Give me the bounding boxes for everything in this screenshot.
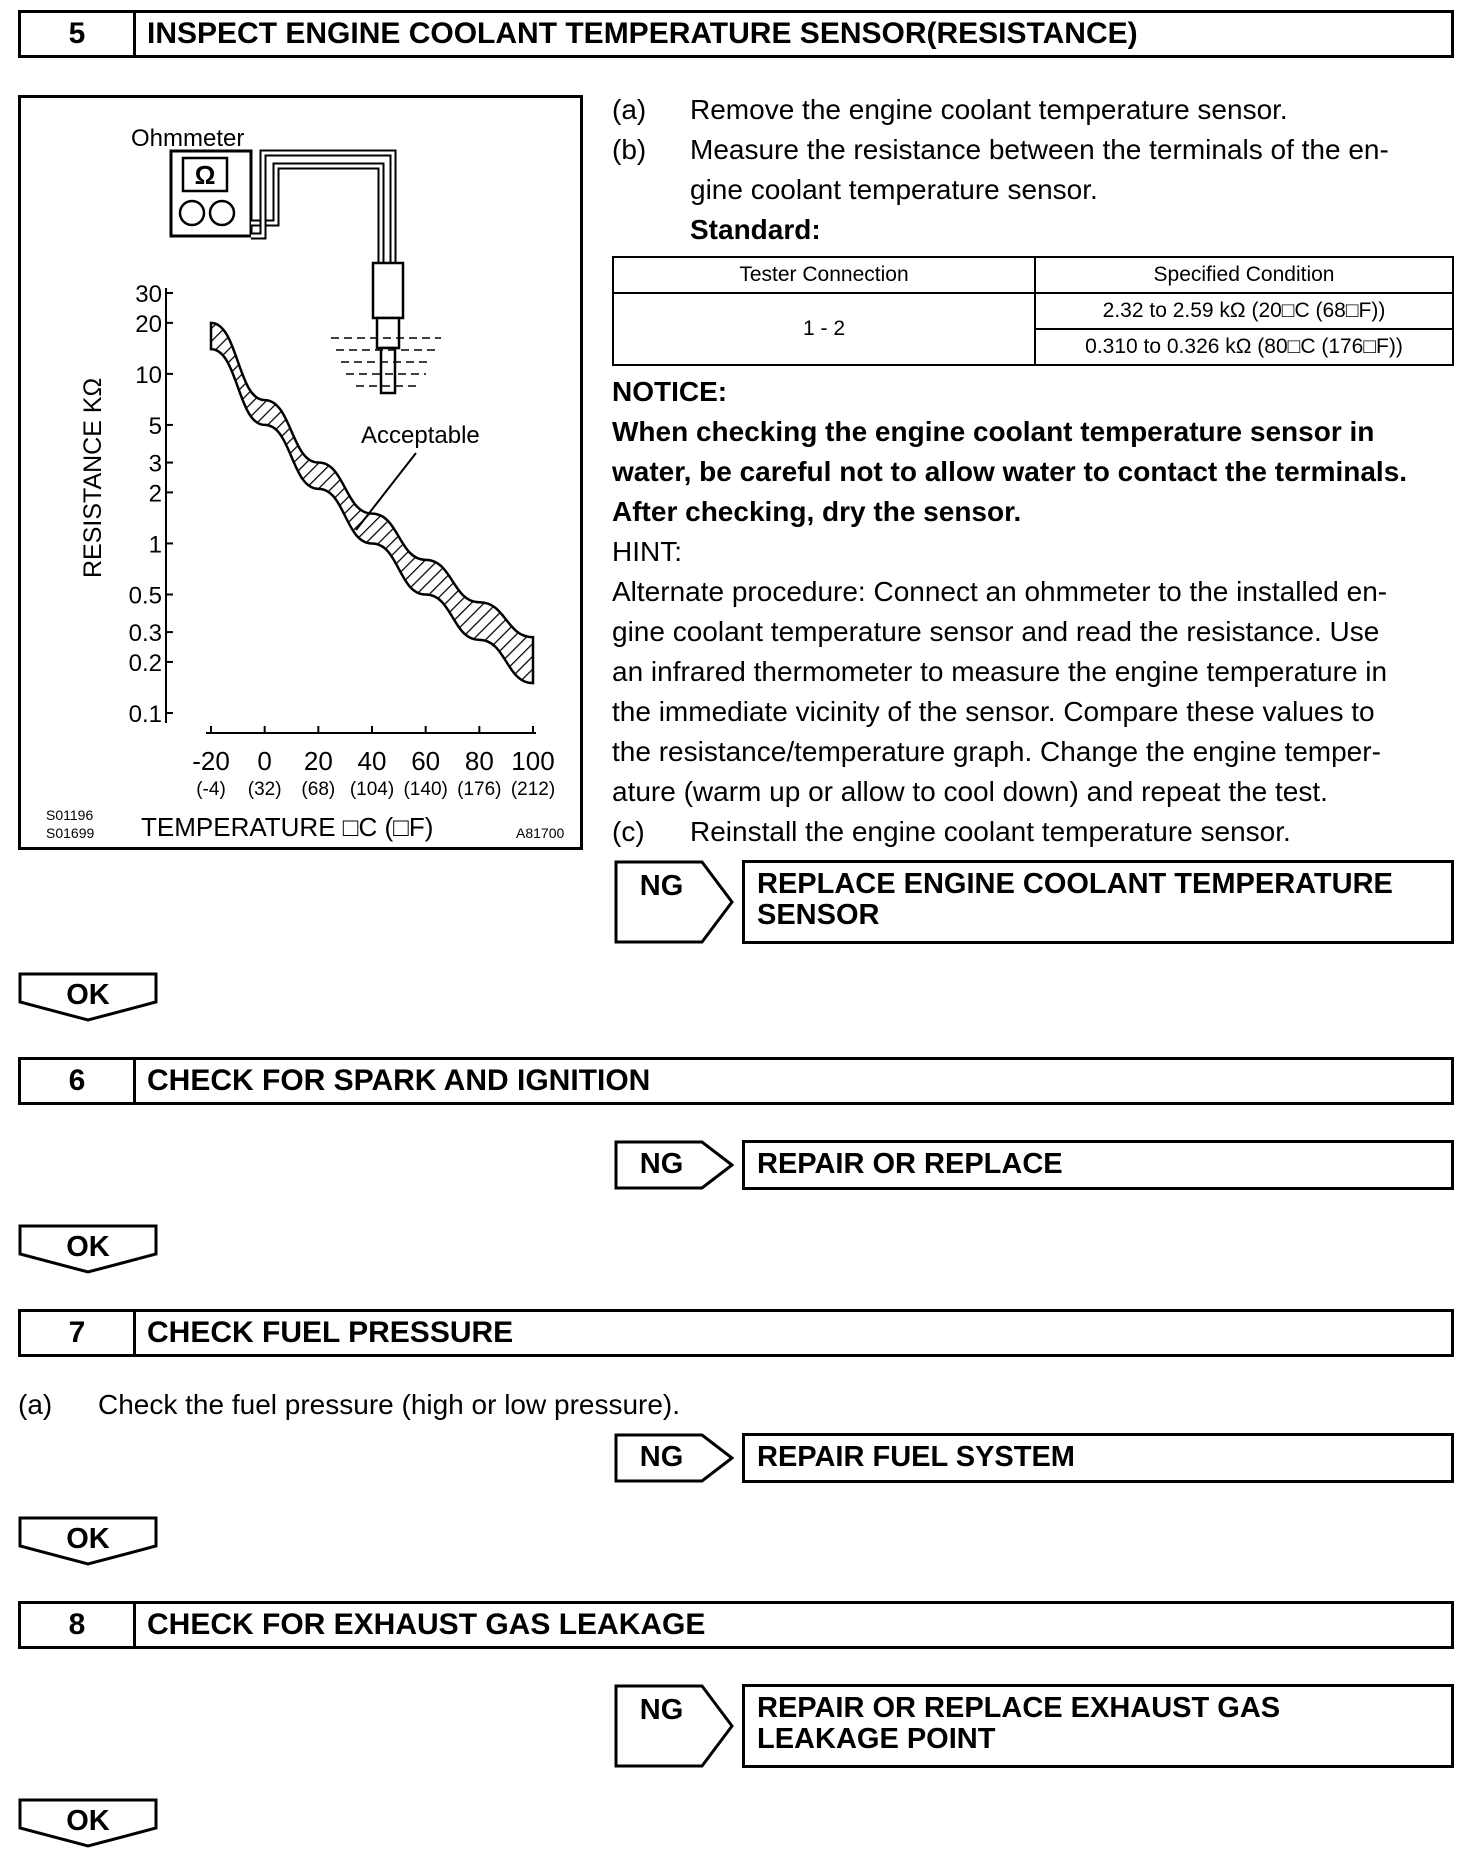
notice-label: NOTICE:	[612, 376, 728, 407]
step-7-header	[18, 1309, 1454, 1357]
x-tick-label-c: 100	[511, 746, 555, 776]
figure-code-3: A81700	[516, 825, 565, 841]
ok-label-6: OK	[66, 1231, 110, 1263]
spec-table	[612, 256, 1454, 366]
x-tick-label-f: (176)	[457, 779, 502, 800]
ng-result-5	[742, 860, 1454, 944]
acceptable-label: Acceptable	[361, 422, 480, 449]
step-7-a-text: Check the fuel pressure (high or low pressure).	[98, 1389, 681, 1420]
table-cell-connection: 1 - 2	[613, 293, 1035, 365]
x-tick-label-c: 60	[411, 746, 441, 776]
step-5-b-text-2: gine coolant temperature sensor.	[690, 174, 1098, 205]
ng-result-5-line-2: SENSOR	[757, 899, 880, 931]
ok-label-8: OK	[66, 1805, 110, 1837]
x-tick-label-c: -20	[192, 746, 230, 776]
y-tick-label: 0.2	[128, 649, 162, 677]
resistance-chart	[21, 98, 580, 847]
ohm-symbol: Ω	[194, 160, 216, 190]
ng-label-8: NG	[639, 1694, 684, 1726]
hint-line-1: Alternate procedure: Connect an ohmmeter to the installed en-	[612, 576, 1388, 607]
y-tick-label: 0.1	[128, 701, 162, 728]
y-tick-label: 0.3	[128, 620, 162, 648]
step-5-c-text: Reinstall the engine coolant temperature sensor.	[690, 816, 1291, 847]
step-5-a-text: Remove the engine coolant temperature sensor.	[690, 94, 1288, 125]
ng-label-7: NG	[639, 1441, 684, 1473]
hint-line-4: the immediate vicinity of the sensor. Compare these values to	[612, 696, 1375, 727]
x-tick-label-f: (212)	[510, 779, 556, 800]
x-axis-label: TEMPERATURE □C (□F)	[141, 812, 434, 842]
x-tick-label-c: 80	[464, 746, 494, 776]
step-title: CHECK FOR EXHAUST GAS LEAKAGE	[147, 1608, 706, 1641]
ng-result-5-line-1: REPLACE ENGINE COOLANT TEMPERATURE	[757, 868, 1393, 900]
y-tick-label: 5	[148, 412, 162, 440]
step-title: CHECK FOR SPARK AND IGNITION	[147, 1064, 651, 1097]
x-tick-label-c: 20	[303, 746, 333, 776]
notice-line-1: When checking the engine coolant temperature sensor in	[612, 416, 1375, 447]
ng-label-6: NG	[639, 1148, 684, 1180]
table-cell-condition-1: 2.32 to 2.59 kΩ (20□C (68□F))	[1035, 293, 1453, 329]
step-number: 8	[21, 1604, 136, 1646]
step-6-header	[18, 1057, 1454, 1105]
step-title: INSPECT ENGINE COOLANT TEMPERATURE SENSOR(RESISTANCE)	[147, 17, 1138, 50]
x-tick-label-c: 40	[357, 746, 387, 776]
hint-line-3: an infrared thermometer to measure the engine temperature in	[612, 656, 1388, 687]
table-header-connection: Tester Connection	[613, 257, 1035, 293]
y-tick-label: 10	[135, 361, 162, 389]
step-number: 5	[21, 13, 136, 55]
ok-label-5: OK	[66, 979, 110, 1011]
y-tick-label: 3	[148, 450, 162, 478]
step-number: 7	[21, 1312, 136, 1354]
notice-line-2: water, be careful not to allow water to contact the terminals.	[612, 456, 1408, 487]
coolant-sensor-figure	[18, 95, 583, 850]
y-tick-label: 0.5	[128, 582, 162, 610]
step-5-a-label: (a)	[612, 94, 647, 125]
ohmmeter-icon	[171, 151, 251, 236]
y-axis-label: RESISTANCE KΩ	[79, 377, 107, 578]
step-5-c-label: (c)	[612, 816, 645, 847]
ok-label-7: OK	[66, 1523, 110, 1555]
figure-code-1: S01196	[46, 807, 94, 823]
hint-line-6: ature (warm up or allow to cool down) and repeat the test.	[612, 776, 1328, 807]
x-tick-label-f: (104)	[349, 779, 395, 800]
x-tick-label-c: 0	[257, 746, 272, 776]
table-header-condition: Specified Condition	[1035, 257, 1453, 293]
x-tick-label-f: (-4)	[196, 779, 226, 800]
figure-code-2: S01699	[46, 825, 95, 841]
ng-result-7: REPAIR FUEL SYSTEM	[742, 1433, 1454, 1483]
acceptable-band	[211, 323, 533, 683]
x-tick-label-f: (140)	[403, 779, 448, 800]
ng-result-8-line-1: REPAIR OR REPLACE EXHAUST GAS	[757, 1692, 1281, 1724]
y-tick-label: 20	[135, 310, 162, 338]
standard-label: Standard:	[690, 214, 821, 245]
step-5-header	[18, 10, 1454, 58]
step-5-b-label: (b)	[612, 134, 647, 165]
hint-line-2: gine coolant temperature sensor and read the resistance. Use	[612, 616, 1380, 647]
y-tick-label: 30	[135, 281, 162, 308]
ng-label-5: NG	[639, 870, 684, 902]
step-number: 6	[21, 1060, 136, 1102]
ng-result-6: REPAIR OR REPLACE	[742, 1140, 1454, 1190]
y-tick-label: 1	[148, 531, 162, 559]
hint-line-5: the resistance/temperature graph. Change the engine temper-	[612, 736, 1381, 767]
step-5-b-text-1: Measure the resistance between the terminals of the en-	[690, 134, 1389, 165]
step-8-header	[18, 1601, 1454, 1649]
x-tick-label-f: (68)	[301, 779, 336, 800]
ng-result-8-line-2: LEAKAGE POINT	[757, 1723, 996, 1755]
ng-result-8	[742, 1684, 1454, 1768]
ohmmeter-label: Ohmmeter	[131, 125, 245, 152]
notice-line-3: After checking, dry the sensor.	[612, 496, 1022, 527]
x-tick-label-f: (32)	[247, 779, 282, 800]
step-title: CHECK FUEL PRESSURE	[147, 1316, 514, 1349]
hint-label: HINT:	[612, 536, 682, 567]
step-7-a-label: (a)	[18, 1389, 53, 1420]
y-tick-label: 2	[148, 480, 162, 508]
table-cell-condition-2: 0.310 to 0.326 kΩ (80□C (176□F))	[1035, 329, 1453, 365]
